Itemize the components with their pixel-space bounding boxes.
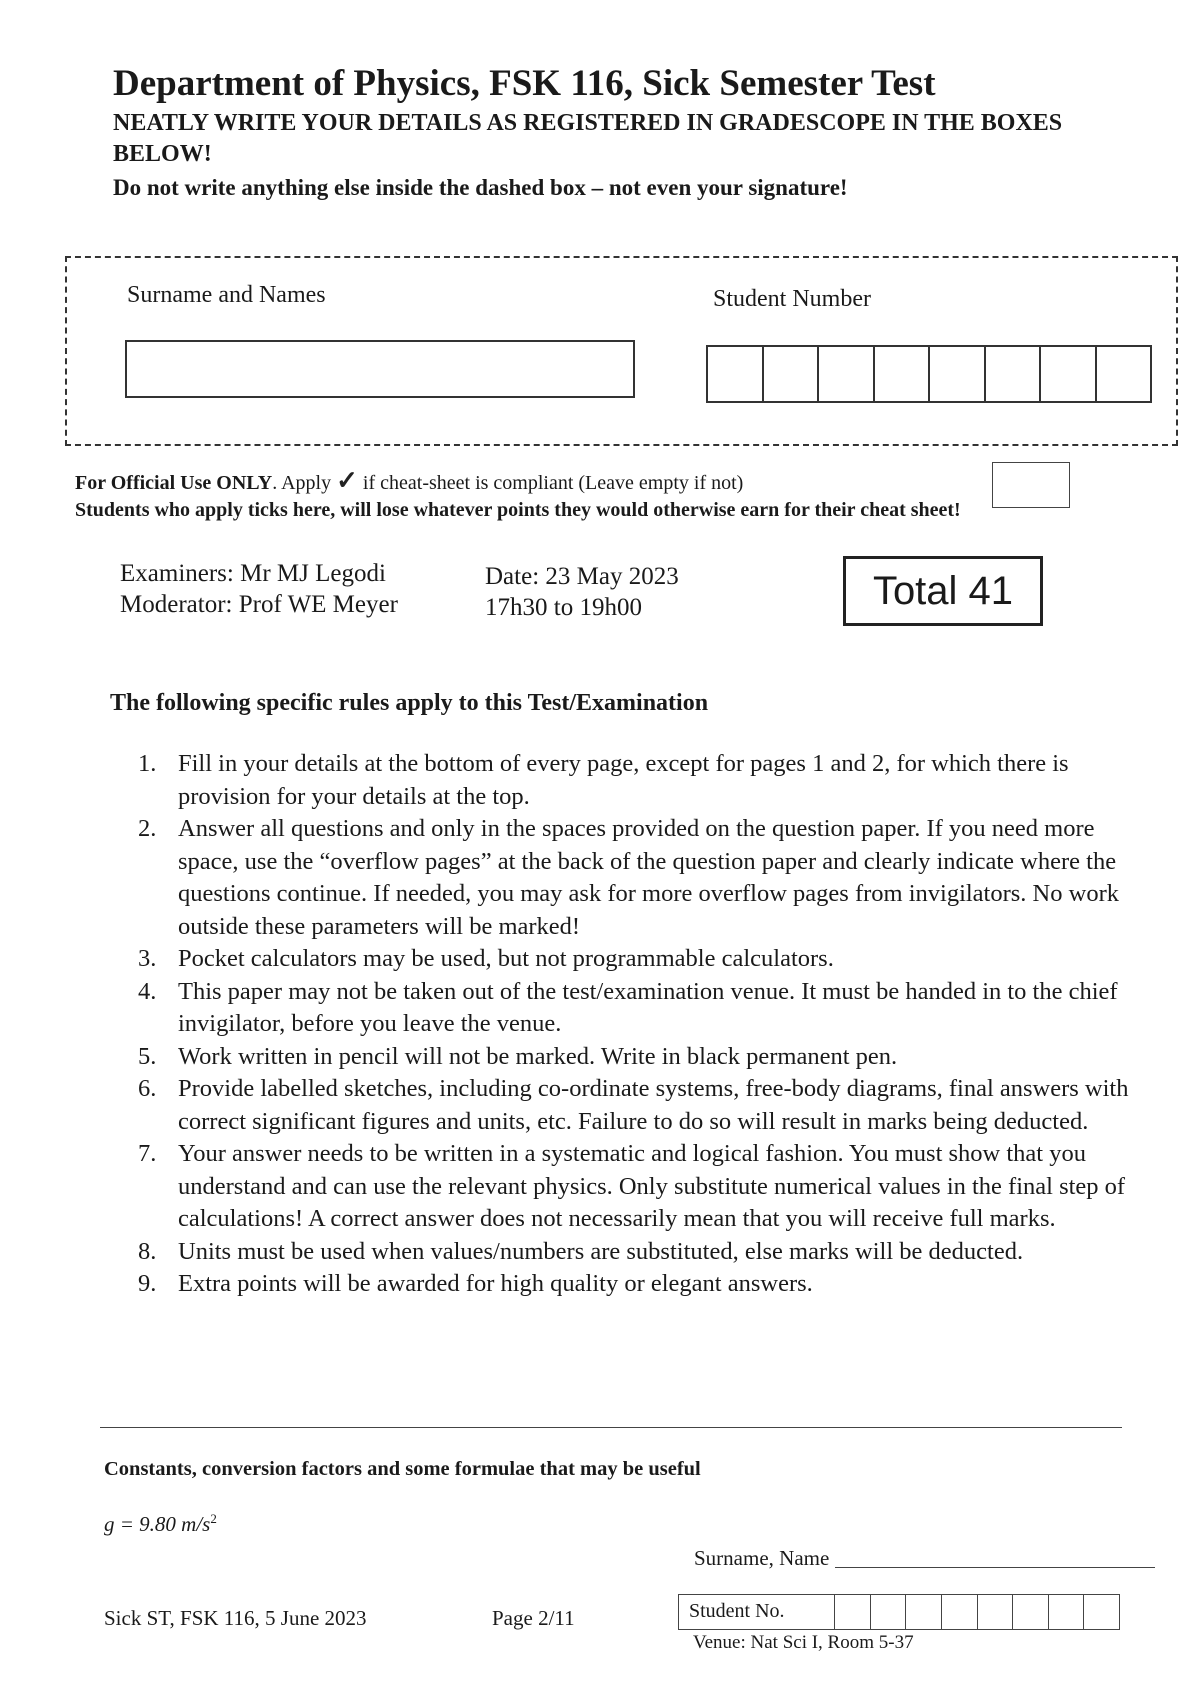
tick-warning: Students who apply ticks here, will lose whatever points they would otherwise earn for their cheat sheet! bbox=[75, 499, 961, 521]
student-number-cell[interactable] bbox=[708, 347, 764, 401]
surname-field[interactable] bbox=[125, 340, 635, 398]
rule-item bbox=[138, 1138, 1158, 1236]
official-use-heading: For Official Use ONLY bbox=[75, 472, 273, 494]
official-compliant-text: if cheat-sheet is compliant (Leave empty if not) bbox=[357, 472, 744, 494]
rule-number: 8. bbox=[138, 1237, 157, 1265]
student-number-cell[interactable] bbox=[986, 347, 1042, 401]
gravity-value: g = 9.80 m/s bbox=[104, 1512, 211, 1536]
page-title: Department of Physics, FSK 116, Sick Semester Test bbox=[113, 63, 936, 104]
cheat-sheet-check-box[interactable] bbox=[992, 462, 1070, 508]
rule-number: 6. bbox=[138, 1075, 157, 1102]
footer-test-info: Sick ST, FSK 116, 5 June 2023 bbox=[104, 1606, 367, 1630]
rule-text: This paper may not be taken out of the test/examination venue. It must be handed in to the chief invigilator, before you leave the venue. bbox=[178, 977, 1118, 1037]
exam-date: Date: 23 May 2023 bbox=[485, 563, 679, 590]
rule-item bbox=[138, 1236, 1158, 1269]
student-number-cell[interactable] bbox=[819, 347, 875, 401]
rule-number: 2. bbox=[138, 815, 157, 842]
registration-instruction: NEATLY WRITE YOUR DETAILS AS REGISTERED IN GRADESCOPE IN THE BOXES BELOW! bbox=[113, 110, 1063, 167]
footer-student-no-cell[interactable] bbox=[871, 1595, 907, 1629]
student-number-label: Student Number bbox=[713, 286, 871, 312]
dashed-box-instruction: Do not write anything else inside the dashed box – not even your signature! bbox=[113, 175, 848, 200]
section-divider bbox=[100, 1427, 1122, 1428]
footer-surname-label: Surname, Name bbox=[694, 1546, 830, 1570]
footer-student-no-cell[interactable] bbox=[942, 1595, 978, 1629]
tick-mark-icon: ✓ bbox=[336, 466, 358, 495]
page-number: Page 2/11 bbox=[492, 1606, 575, 1630]
rule-text: Pocket calculators may be used, but not programmable calculators. bbox=[178, 945, 834, 972]
student-number-cell[interactable] bbox=[764, 347, 820, 401]
examiners: Examiners: Mr MJ Legodi bbox=[120, 560, 386, 587]
rule-text: Work written in pencil will not be marked. Write in black permanent pen. bbox=[178, 1042, 898, 1070]
student-number-cell[interactable] bbox=[1041, 347, 1097, 401]
gravity-constant bbox=[104, 1511, 217, 1537]
footer-student-no-cell[interactable] bbox=[906, 1595, 942, 1629]
rule-item bbox=[138, 1268, 1158, 1301]
rule-text: Units must be used when values/numbers are substituted, else marks will be deducted. bbox=[178, 1237, 1024, 1265]
footer-student-no-cell[interactable] bbox=[835, 1595, 871, 1629]
rule-item bbox=[138, 813, 1158, 943]
rules-list bbox=[138, 748, 1158, 1301]
rule-text: Provide labelled sketches, including co-ordinate systems, free-body diagrams, final answers with correct significant figures and units, etc. Failure to do so will result in marks being deducted. bbox=[178, 1075, 1129, 1135]
student-number-cell[interactable] bbox=[930, 347, 986, 401]
rule-item bbox=[138, 1041, 1158, 1074]
footer-student-no-cell[interactable] bbox=[1013, 1595, 1049, 1629]
footer-student-no-cell[interactable] bbox=[978, 1595, 1014, 1629]
footer-surname-field[interactable] bbox=[835, 1567, 1155, 1568]
rule-number: 3. bbox=[138, 945, 157, 972]
official-apply-text: . Apply bbox=[272, 472, 332, 494]
student-number-field[interactable] bbox=[706, 345, 1152, 403]
exam-time: 17h30 to 19h00 bbox=[485, 594, 642, 621]
rule-number: 5. bbox=[138, 1042, 157, 1070]
rule-text: Your answer needs to be written in a systematic and logical fashion. You must show that you understand and can use the relevant physics. Only substitute numerical values in the final step of calculations! A correct answer does not necessarily mean that you will receive full marks. bbox=[178, 1140, 1126, 1232]
rule-item bbox=[138, 943, 1158, 976]
footer-student-no-label: Student No. bbox=[679, 1595, 835, 1629]
rule-number: 1. bbox=[138, 750, 157, 777]
rule-item bbox=[138, 748, 1158, 813]
rule-number: 7. bbox=[138, 1140, 157, 1167]
rule-text: Fill in your details at the bottom of every page, except for pages 1 and 2, for which there is provision for your details at the top. bbox=[178, 750, 1069, 810]
student-number-cell[interactable] bbox=[1097, 347, 1151, 401]
rule-number: 9. bbox=[138, 1270, 157, 1297]
footer-student-no-cell[interactable] bbox=[1049, 1595, 1085, 1629]
footer-student-no-cells[interactable] bbox=[835, 1595, 1119, 1629]
student-number-cell[interactable] bbox=[875, 347, 931, 401]
rule-item bbox=[138, 976, 1158, 1041]
moderator: Moderator: Prof WE Meyer bbox=[120, 591, 398, 618]
footer-student-no-cell[interactable] bbox=[1084, 1595, 1119, 1629]
gravity-exponent: 2 bbox=[210, 1511, 217, 1526]
venue: Venue: Nat Sci I, Room 5-37 bbox=[693, 1632, 914, 1653]
rule-text: Extra points will be awarded for high quality or elegant answers. bbox=[178, 1270, 813, 1297]
constants-heading: Constants, conversion factors and some formulae that may be useful bbox=[104, 1458, 701, 1480]
rule-number: 4. bbox=[138, 977, 157, 1005]
rule-text: Answer all questions and only in the spaces provided on the question paper. If you need more space, use the “overflow pages” at the back of the question paper and clearly indicate where the questions continue. If needed, you may ask for more overflow pages from invigilators. No work outside these parameters will be marked! bbox=[178, 815, 1119, 940]
total-marks-box: Total 41 bbox=[843, 556, 1043, 626]
surname-label: Surname and Names bbox=[127, 282, 326, 308]
rules-heading: The following specific rules apply to this Test/Examination bbox=[110, 690, 709, 716]
official-use-notice bbox=[75, 467, 975, 524]
rule-item bbox=[138, 1073, 1158, 1138]
footer-student-no-field[interactable] bbox=[678, 1594, 1120, 1630]
